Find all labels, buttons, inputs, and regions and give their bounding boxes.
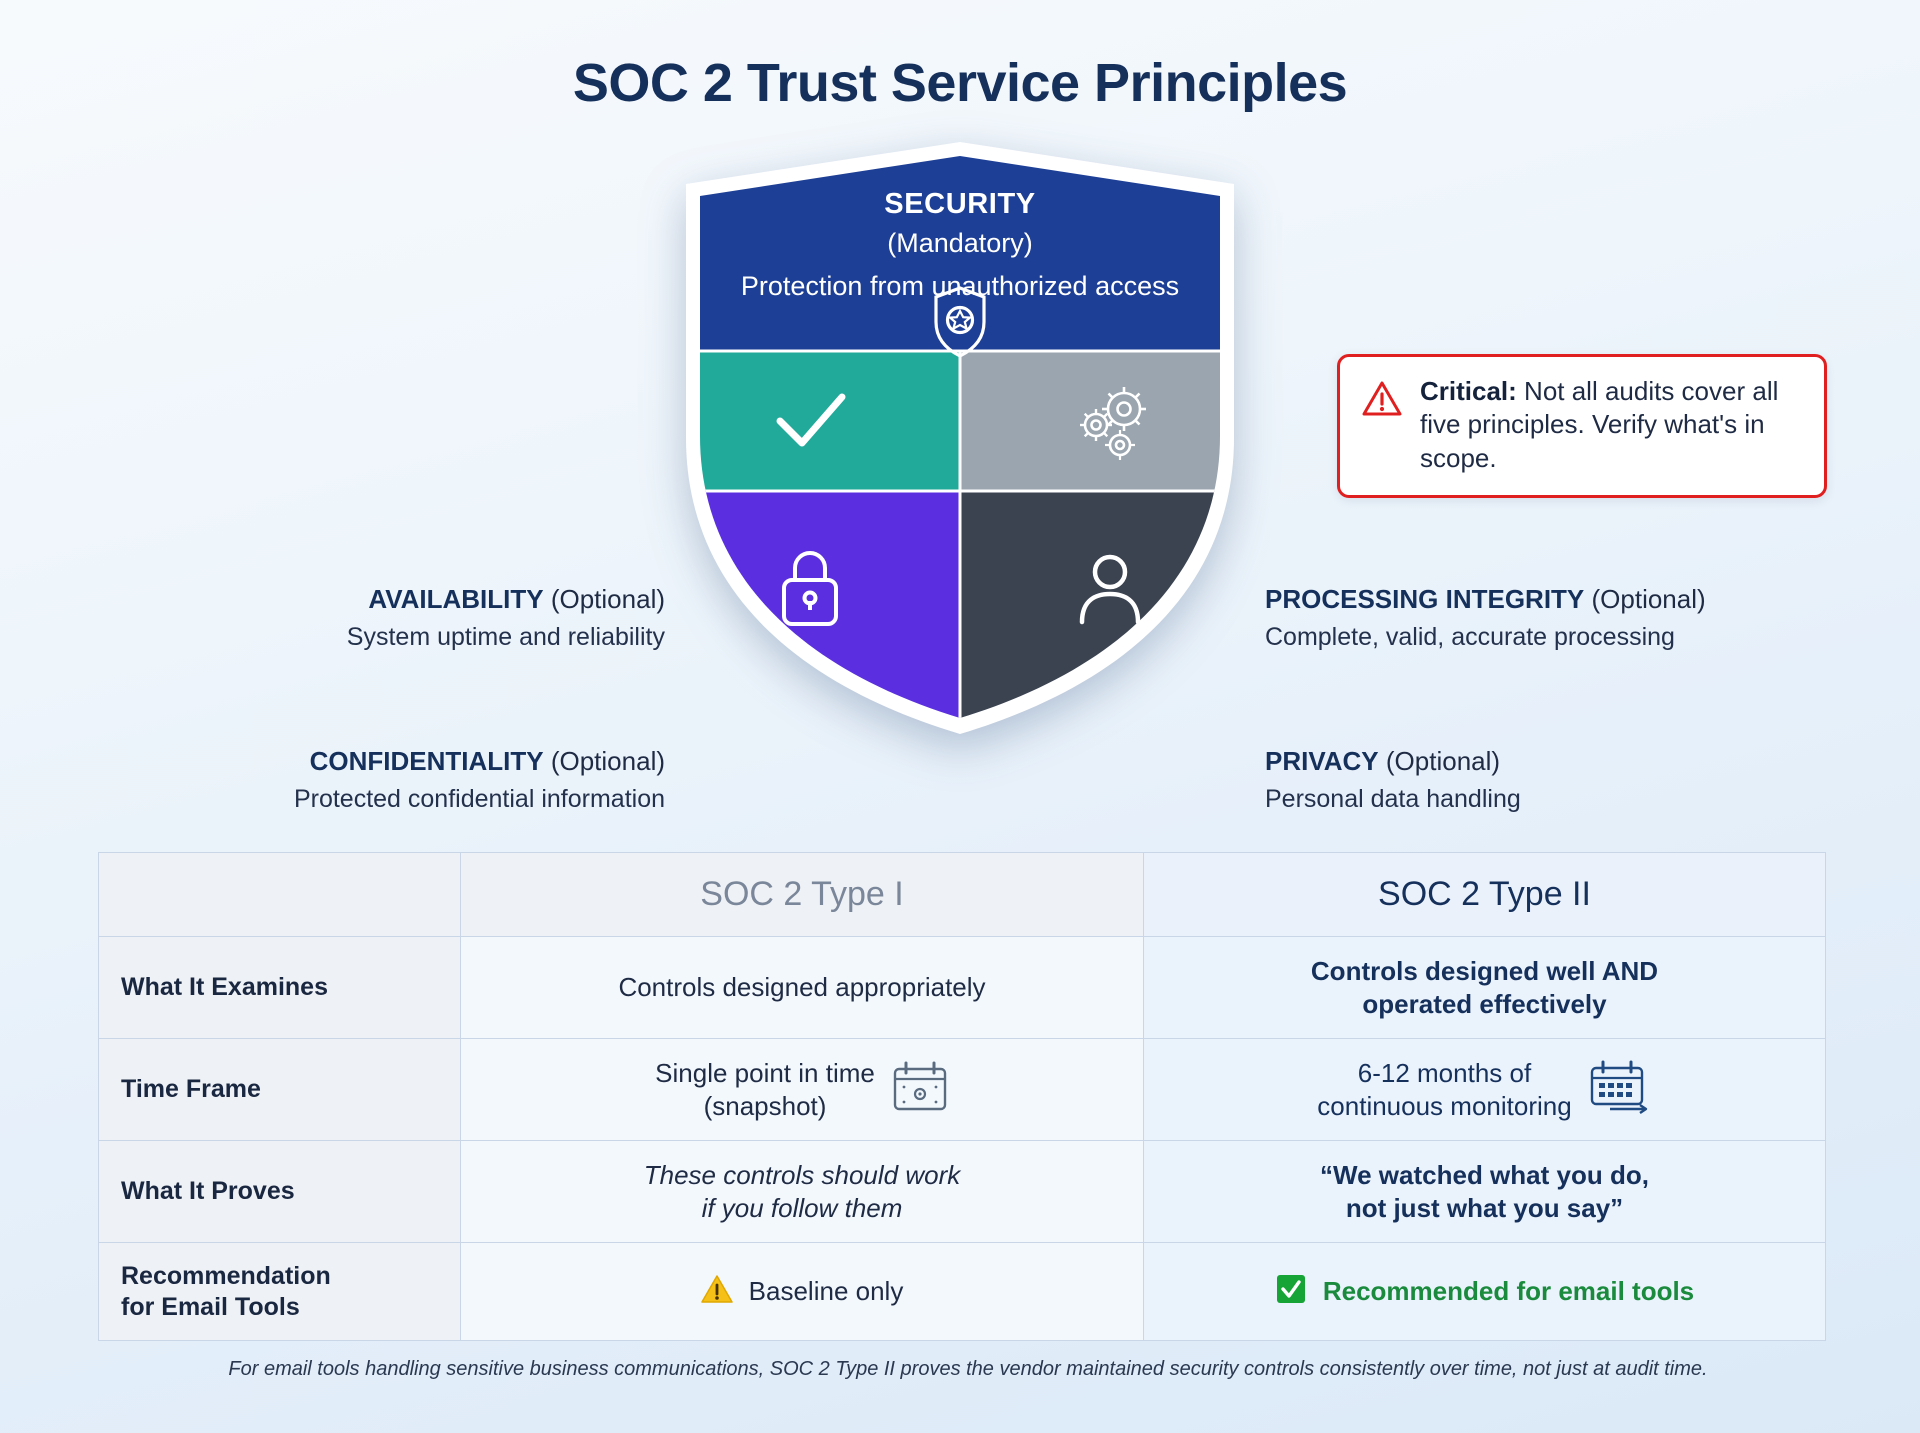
segment-security (660, 136, 1260, 351)
hero-region (0, 114, 1920, 814)
cell-proves-type2 (1144, 1141, 1826, 1243)
principle-availability (347, 584, 665, 652)
principle-confidentiality-desc: Protected confidential information (293, 785, 665, 814)
principle-privacy (1265, 746, 1521, 814)
cell-examines-type2 (1144, 937, 1826, 1039)
cell-proves-type1-line2: if you follow them (701, 1192, 903, 1223)
cell-proves-type2-line2: not just what you say” (1345, 1192, 1624, 1223)
cell-timeframe-type2-line2: continuous monitoring (1317, 1090, 1572, 1121)
principle-privacy-status: (Optional) (1385, 746, 1501, 776)
cell-proves-type1 (461, 1141, 1144, 1243)
table-header-type1: SOC 2 Type I (461, 853, 1144, 937)
cell-timeframe-type2 (1144, 1039, 1826, 1141)
type-comparison-table-wrap (98, 852, 1826, 1341)
table-header-row (99, 853, 1826, 937)
page-title: SOC 2 Trust Service Principles (572, 53, 1348, 113)
row-label-what-it-proves: What It Proves (99, 1141, 461, 1243)
footnote: For email tools handling sensitive business communications, SOC 2 Type II proves the vendor maintained security controls consistently over time, not just at audit time. (228, 1358, 1708, 1380)
green-check-box-icon (1275, 1274, 1307, 1309)
callout-lead: Critical: (1420, 376, 1517, 406)
principle-confidentiality (294, 746, 665, 814)
cell-recommendation-type1-text: Baseline only (748, 1276, 904, 1307)
warning-triangle-icon (1362, 379, 1402, 424)
callout-body: Not all audits cover all five principles. Verify what's in scope. (1420, 376, 1779, 473)
principle-availability-status: (Optional) (550, 584, 665, 614)
cell-recommendation-type1 (461, 1243, 1144, 1341)
principle-processing-integrity-desc: Complete, valid, accurate processing (1265, 623, 1675, 652)
security-title: SECURITY (884, 188, 1036, 220)
segment-processing-integrity (960, 351, 1260, 491)
principle-availability-name: AVAILABILITY (368, 584, 544, 614)
table-row (99, 1243, 1826, 1341)
calendar-single-day-icon (891, 1059, 949, 1121)
table-row (99, 1141, 1826, 1243)
cell-proves-type2-line1: “We watched what you do, (1320, 1160, 1649, 1190)
row-label-recommendation-line1: Recommendation (121, 1262, 331, 1290)
cell-proves-type1-line1: These controls should work (643, 1160, 961, 1190)
row-label-time-frame: Time Frame (99, 1039, 461, 1141)
principle-privacy-desc: Personal data handling (1265, 785, 1521, 814)
principle-privacy-name: PRIVACY (1265, 746, 1379, 776)
principle-confidentiality-status: (Optional) (550, 746, 665, 776)
principle-confidentiality-name: CONFIDENTIALITY (309, 746, 544, 776)
security-status: (Mandatory) (887, 228, 1033, 258)
soc2-shield-diagram (660, 136, 1260, 736)
cell-recommendation-type2 (1144, 1243, 1826, 1341)
principle-processing-integrity (1265, 584, 1706, 652)
table-row (99, 937, 1826, 1039)
type-comparison-table (98, 852, 1826, 1341)
row-label-recommendation-line2: for Email Tools (121, 1292, 300, 1321)
cell-timeframe-type1 (461, 1039, 1144, 1141)
principle-processing-integrity-name: PROCESSING INTEGRITY (1265, 584, 1585, 614)
table-header-type2: SOC 2 Type II (1144, 853, 1826, 937)
security-description: Protection from unauthorized access (740, 271, 1180, 301)
cell-examines-type2-line2: operated effectively (1362, 988, 1607, 1019)
callout-text (1420, 375, 1802, 475)
cell-examines-type1: Controls designed appropriately (461, 937, 1144, 1039)
table-corner-cell (99, 853, 461, 937)
cell-timeframe-type1-line2: (snapshot) (703, 1090, 827, 1121)
principle-availability-desc: System uptime and reliability (346, 623, 665, 652)
shield-graphic (660, 136, 1260, 736)
cell-recommendation-type2-text: Recommended for email tools (1322, 1276, 1695, 1307)
row-label-what-it-examines: What It Examines (99, 937, 461, 1039)
cell-timeframe-type2-line1: 6-12 months of (1357, 1058, 1532, 1088)
warning-sign-icon (701, 1274, 733, 1309)
cell-timeframe-type1-line1: Single point in time (655, 1058, 875, 1088)
row-label-recommendation (99, 1243, 461, 1341)
cell-examines-type2-line1: Controls designed well AND (1310, 956, 1659, 986)
principle-processing-integrity-status: (Optional) (1591, 584, 1706, 614)
table-row (99, 1039, 1826, 1141)
calendar-range-arrow-icon (1588, 1058, 1652, 1122)
critical-callout (1337, 354, 1827, 498)
segment-availability (660, 351, 960, 491)
